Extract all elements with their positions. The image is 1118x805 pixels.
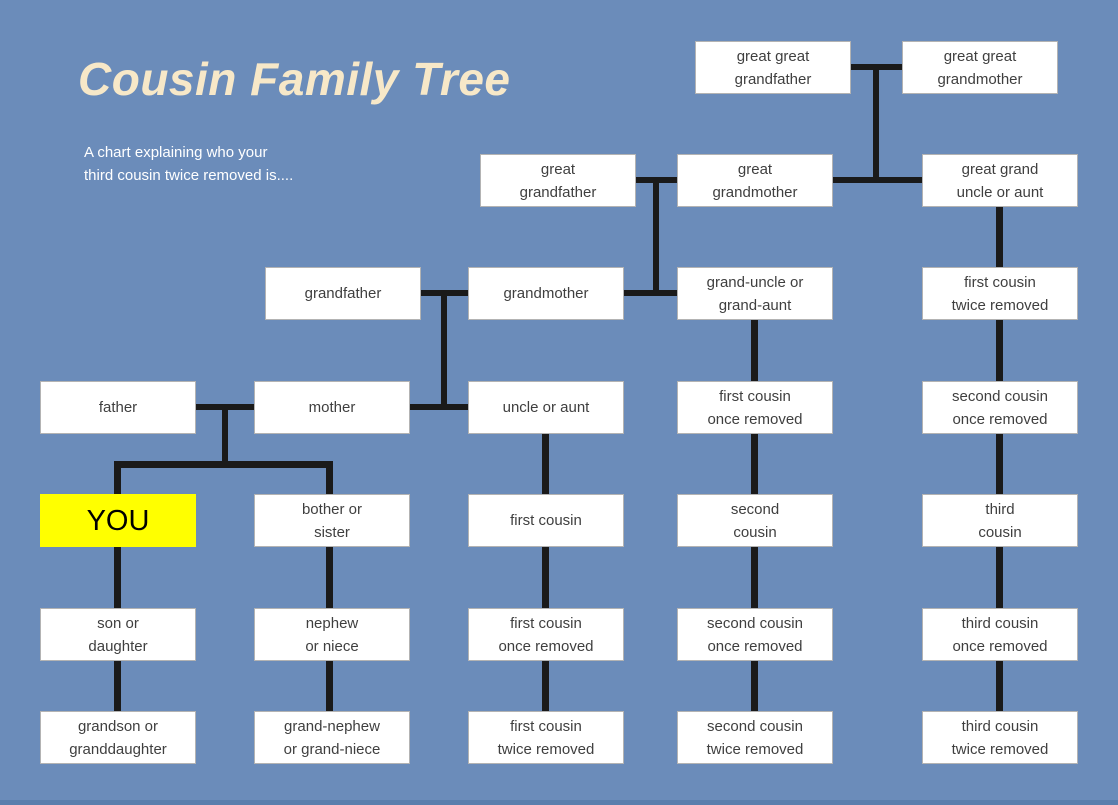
node-label-line: second cousin (707, 614, 803, 632)
node-label-line: YOU (86, 504, 150, 537)
node-second-cousin-twice-removed-down (677, 711, 833, 764)
node-mother (254, 381, 410, 434)
node-label-line: mother (308, 399, 356, 416)
node-third-cousin-twice-removed (922, 711, 1078, 764)
node-grandfather (265, 267, 421, 320)
node-great-grandfather (480, 154, 636, 207)
node-label-line: grandmother (937, 70, 1023, 88)
bottom-edge-shade (0, 800, 1118, 805)
node-label-line: once removed (952, 637, 1048, 655)
node-son-or-daughter (40, 608, 196, 661)
connector-great-grand-couple-drop (653, 177, 659, 296)
connector-great-grandmother-to-great-grand-uncle-bar (833, 177, 922, 183)
node-grand-uncle-or-grand-aunt (677, 267, 833, 320)
subtitle (84, 141, 293, 187)
node-second-cousin (677, 494, 833, 547)
node-label-line: grandmother (503, 285, 589, 302)
node-second-cousin-once-removed-up (922, 381, 1078, 434)
node-grandmother (468, 267, 624, 320)
node-label-line: grandson or (77, 717, 159, 735)
node-label-line: great great (736, 47, 810, 65)
node-label-line: grand-aunt (718, 296, 792, 314)
node-great-grandmother (677, 154, 833, 207)
node-label-line: grandfather (304, 285, 382, 302)
node-label-line: twice removed (706, 740, 804, 758)
node-label-line: grandfather (734, 70, 812, 88)
node-first-cousin-twice-removed-down (468, 711, 624, 764)
connector-sibling-bar (114, 461, 333, 468)
node-label-line: great great (943, 47, 1017, 65)
node-great-great-grandfather (695, 41, 851, 94)
node-father (40, 381, 196, 434)
node-label-line: first cousin (510, 717, 582, 735)
node-label-line: once removed (498, 637, 594, 655)
node-label-line: daughter (88, 637, 148, 655)
node-grand-nephew-or-grand-niece (254, 711, 410, 764)
node-label-line: third (985, 500, 1015, 518)
node-you (40, 494, 196, 547)
node-nephew-or-niece (254, 608, 410, 661)
node-label-line: second cousin (952, 387, 1048, 405)
node-label-line: third cousin (961, 614, 1039, 632)
node-first-cousin-twice-removed-up (922, 267, 1078, 320)
node-first-cousin-once-removed-up (677, 381, 833, 434)
node-label-line: bother or (301, 500, 363, 518)
node-label-line: third cousin (961, 717, 1039, 735)
node-first-cousin (468, 494, 624, 547)
node-first-cousin-once-removed-down (468, 608, 624, 661)
page-title: Cousin Family Tree (78, 53, 511, 105)
node-label-line: father (98, 399, 138, 416)
connector-mother-to-uncle-bar (410, 404, 468, 410)
node-label-line: nephew (305, 614, 359, 632)
connector-grand-couple-drop (441, 290, 447, 410)
node-third-cousin-once-removed (922, 608, 1078, 661)
node-label-line: once removed (707, 637, 803, 655)
node-label-line: second (730, 500, 780, 518)
node-label-line: uncle or aunt (956, 183, 1044, 201)
node-label-line: cousin (978, 523, 1022, 541)
node-label-line: uncle or aunt (502, 399, 590, 416)
node-second-cousin-once-removed-down (677, 608, 833, 661)
node-label-line: first cousin (719, 387, 791, 405)
node-label-line: once removed (952, 410, 1048, 428)
node-label-line: great (737, 160, 773, 178)
connector-great-great-couple-drop (873, 64, 879, 183)
node-label-line: grandmother (712, 183, 798, 201)
node-label-line: great (540, 160, 576, 178)
node-label-line: twice removed (951, 740, 1049, 758)
node-label-line: great grand (961, 160, 1039, 178)
node-label-line: grand-nephew (284, 717, 380, 735)
connector-parents-couple-drop (222, 404, 228, 468)
node-great-grand-uncle-or-aunt (922, 154, 1078, 207)
node-label-line: or grand-niece (283, 740, 381, 758)
subtitle-line-2: third cousin twice removed is.... (84, 167, 294, 184)
node-grandson-or-granddaughter (40, 711, 196, 764)
subtitle-line-1: A chart explaining who your (84, 144, 268, 161)
node-label-line: first cousin (510, 614, 582, 632)
node-great-great-grandmother (902, 41, 1058, 94)
node-label-line: twice removed (497, 740, 595, 758)
node-label-line: cousin (733, 523, 777, 541)
node-label-line: first cousin (964, 273, 1036, 291)
connector-uncle-column-line (542, 410, 549, 736)
node-third-cousin (922, 494, 1078, 547)
node-label-line: first cousin (510, 512, 582, 529)
connector-grandmother-to-grand-uncle-bar (624, 290, 677, 296)
node-label-line: son or (97, 614, 139, 632)
node-label-line: sister (314, 523, 350, 541)
node-label-line: or niece (305, 637, 359, 655)
node-label-line: once removed (707, 410, 803, 428)
node-bother-or-sister (254, 494, 410, 547)
node-label-line: granddaughter (69, 740, 167, 758)
node-label-line: second cousin (707, 717, 803, 735)
node-label-line: twice removed (951, 296, 1049, 314)
node-label-line: grandfather (519, 183, 597, 201)
node-label-line: grand-uncle or (706, 273, 804, 291)
node-uncle-or-aunt (468, 381, 624, 434)
